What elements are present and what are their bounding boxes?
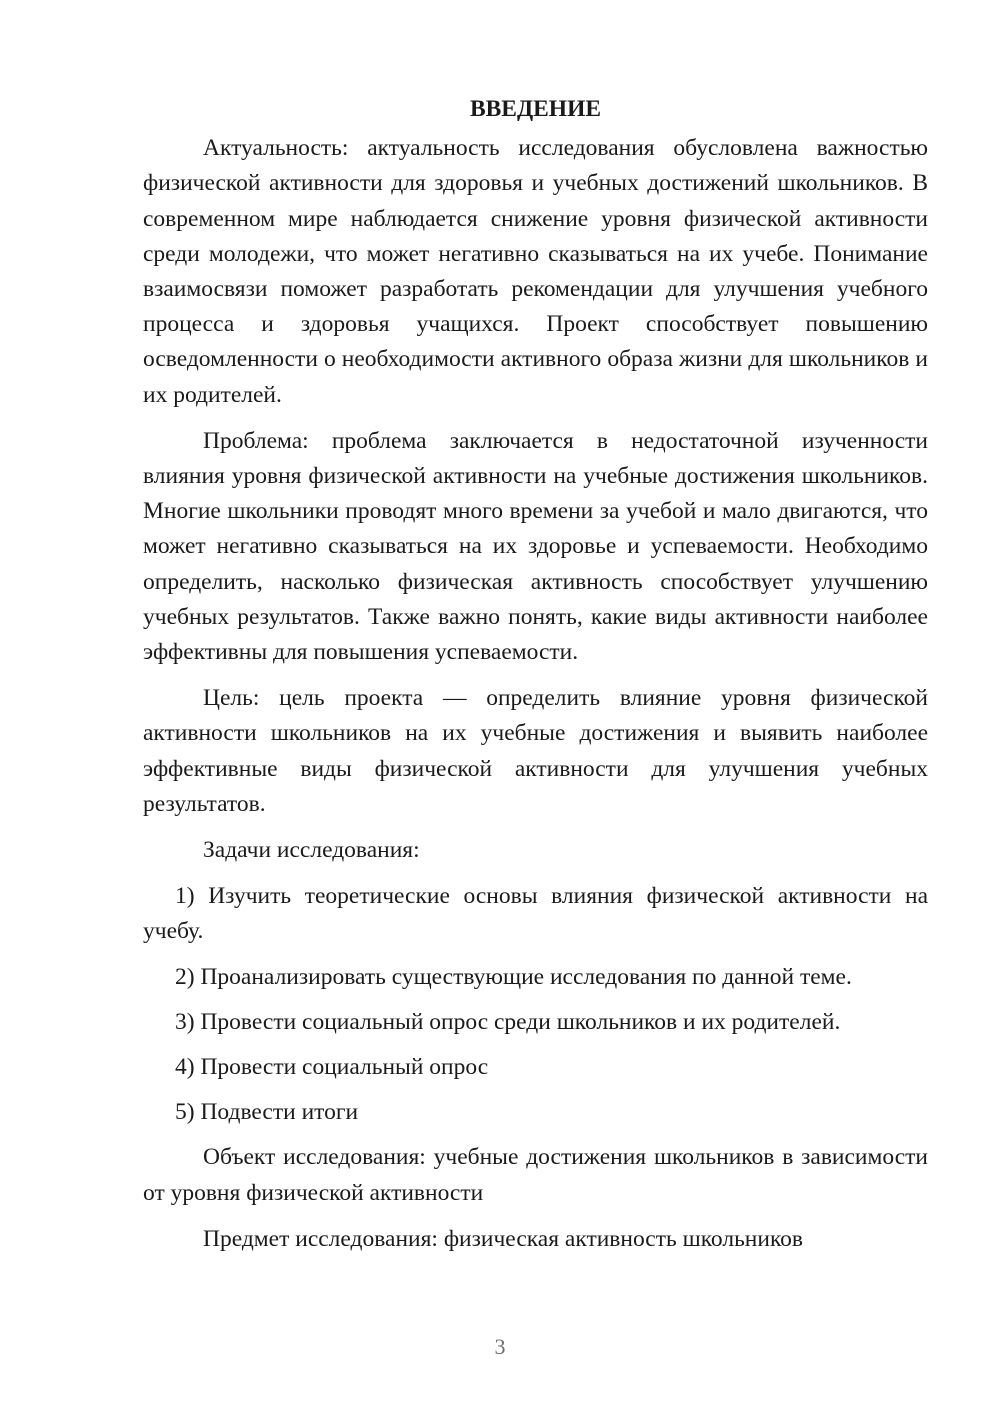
task-item-3: 3) Провести социальный опрос среди школьников и их родителей.: [175, 1008, 841, 1035]
relevance-paragraph: Актуальность: актуальность исследования обусловлена важностью физической активности для здоровья и учебных достижений школьников. В современном мире наблюдается снижение уровня физической активности среди молодежи, что может негативно сказываться на их учебе. Понимание взаимосвязи поможет разработать рекомендации для улучшения учебного процесса и здоровья учащихся. Проект способствует повышению осведомленности о необходимости активного образа жизни для школьников и их родителей.: [143, 135, 928, 408]
task-item-4: 4) Провести социальный опрос: [175, 1054, 489, 1081]
object-paragraph: Объект исследования: учебные достижения школьников в зависимости от уровня физической активности: [143, 1144, 928, 1206]
tasks-title: Задачи исследования:: [203, 837, 420, 864]
task-item-2: 2) Проанализировать существующие исследования по данной теме.: [175, 963, 852, 990]
page-number: 3: [494, 1334, 506, 1359]
subject-paragraph: Предмет исследования: физическая активность школьников: [203, 1225, 804, 1252]
problem-paragraph: Проблема: проблема заключается в недостаточной изученности влияния уровня физической активности на учебные достижения школьников. Многие школьники проводят много времени за учебой и мало двигаются, что может негативно сказываться на их здоровье и успеваемости. Необходимо определить, насколько физическая активность способствует улучшению учебных результатов. Также важно понять, какие виды активности наиболее эффективны для повышения успеваемости.: [143, 427, 928, 666]
goal-paragraph: Цель: цель проекта — определить влияние уровня физической активности школьников на их учебные достижения и выявить наиболее эффективные виды физической активности для улучшения учебных результатов.: [143, 685, 928, 817]
task-item-1: 1) Изучить теоретические основы влияния физической активности на учебу.: [143, 883, 928, 945]
page-content: [143, 92, 928, 1268]
task-item-5: 5) Подвести итоги: [175, 1099, 359, 1126]
section-heading: ВВЕДЕНИЕ: [469, 96, 602, 122]
